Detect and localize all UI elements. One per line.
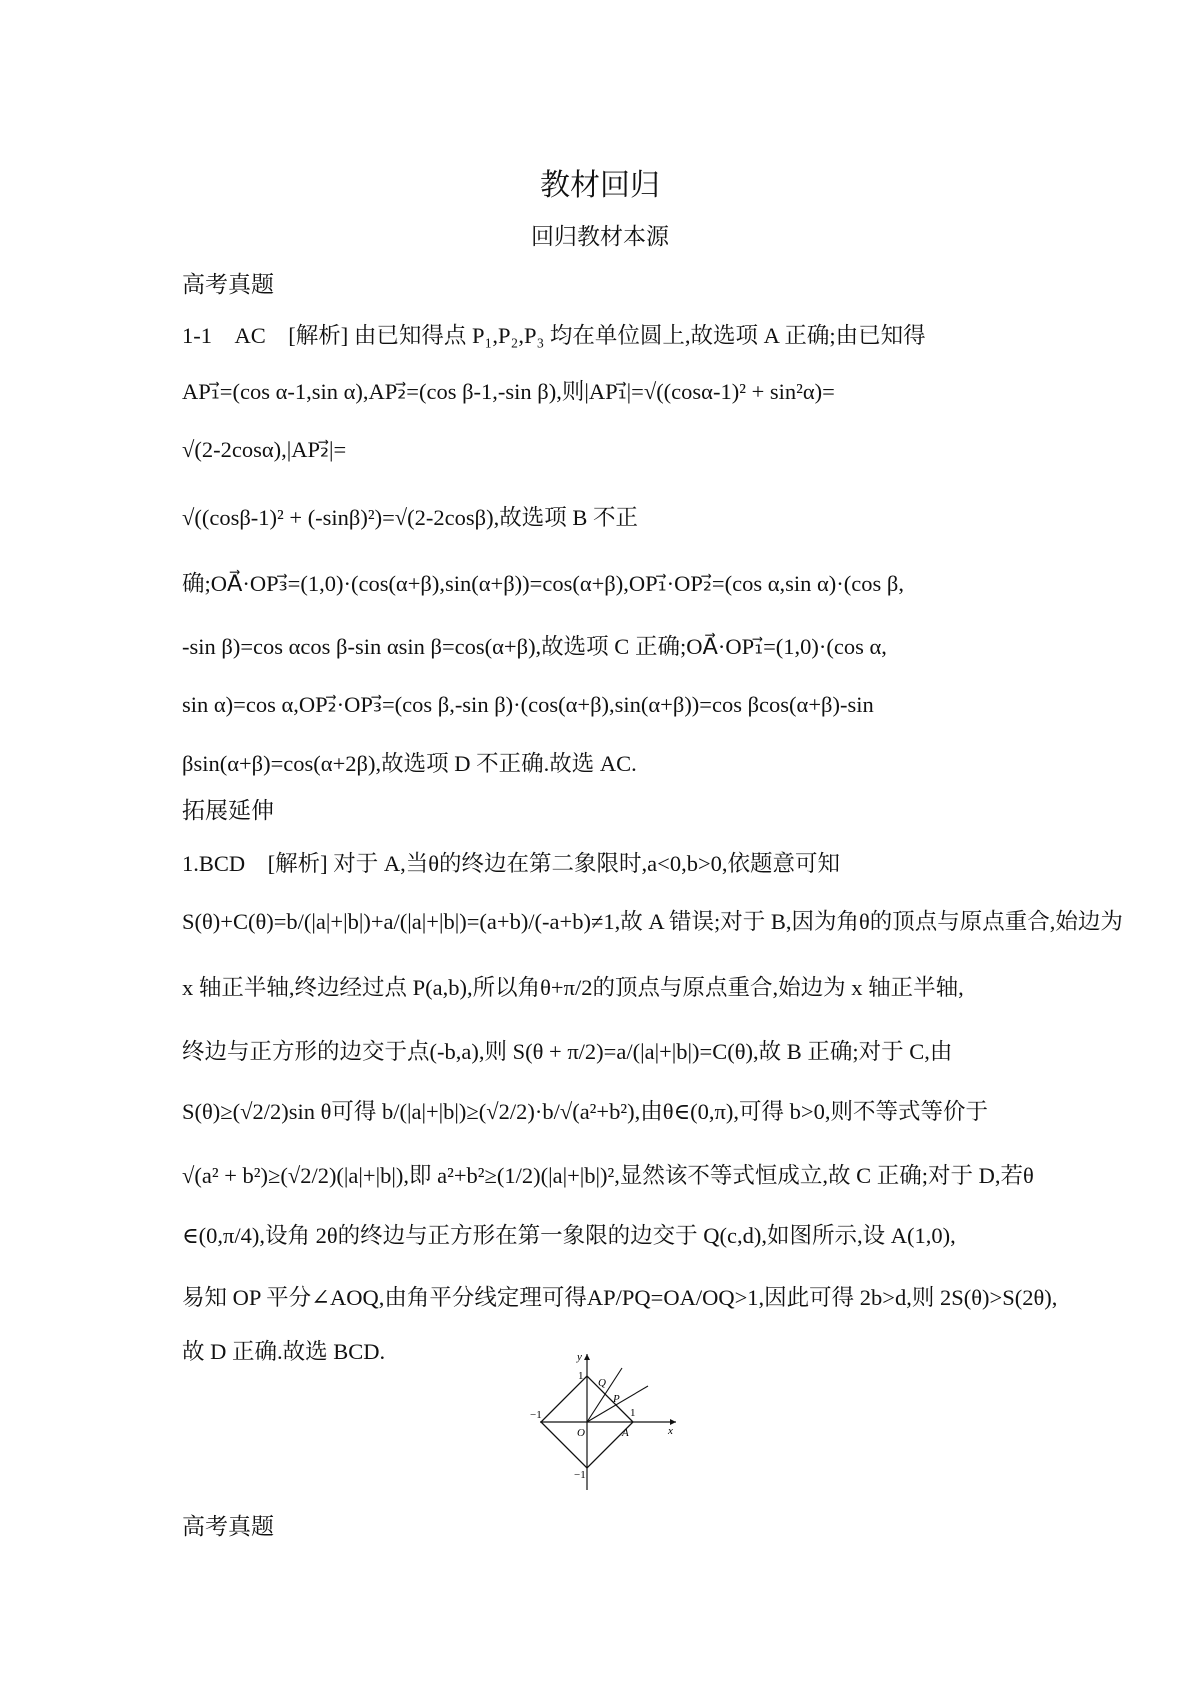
solution-line: -sin β)=cos αcos β-sin αsin β=cos(α+β),故选项 C 正确;OA⃗·OP₁⃗=(1,0)·(cos α, xyxy=(182,634,887,659)
solution-line: 故 D 正确.故选 BCD. xyxy=(182,1339,386,1364)
solution-line: 确;OA⃗·OP₃⃗=(1,0)·(cos(α+β),sin(α+β))=cos(α+β),OP₁⃗·OP₂⃗=(cos α,sin α)·(cos β, xyxy=(182,571,904,596)
label-one-top: 1 xyxy=(578,1370,584,1382)
solution-line: √((cosβ-1)² + (-sinβ)²)=√(2-2cosβ),故选项 B 不正 xyxy=(182,505,638,530)
section-heading-gaokao: 高考真题 xyxy=(182,272,274,297)
section-heading-extension: 拓展延伸 xyxy=(182,798,274,823)
label-x: x xyxy=(668,1425,673,1437)
solution-line: 易知 OP 平分∠AOQ,由角平分线定理可得AP/PQ=OA/OQ>1,因此可得 2b>d,则 2S(θ)>S(2θ), xyxy=(182,1285,1058,1310)
page-subtitle: 回归教材本源 xyxy=(531,224,669,249)
solution-line: S(θ)≥(√2/2)sin θ可得 b/(|a|+|b|)≥(√2/2)·b/√(a²+b²),由θ∈(0,π),可得 b>0,则不等式等价于 xyxy=(182,1099,988,1124)
solution-line: 终边与正方形的边交于点(-b,a),则 S(θ + π/2)=a/(|a|+|b|)=C(θ),故 B 正确;对于 C,由 xyxy=(182,1039,953,1064)
label-neg-one-bottom: −1 xyxy=(574,1469,586,1481)
solution-line: AP₁⃗=(cos α-1,sin α),AP₂⃗=(cos β-1,-sin β),则|AP₁⃗|=√((cosα-1)² + sin²α)= xyxy=(182,379,835,404)
label-neg-one-left: −1 xyxy=(530,1409,542,1421)
label-one-right: 1 xyxy=(630,1407,636,1419)
label-origin: O xyxy=(577,1427,585,1439)
y-axis-arrow-icon xyxy=(584,1354,590,1360)
solution-line: 1-1 AC [解析] 由已知得点 P₁,P₂,P₃ 均在单位圆上,故选项 A 正确;由已知得 xyxy=(182,323,926,348)
square-diagram xyxy=(530,1350,680,1500)
solution-line: x 轴正半轴,终边经过点 P(a,b),所以角θ+π/2的顶点与原点重合,始边为 x 轴正半轴, xyxy=(182,975,964,1000)
solution-line: βsin(α+β)=cos(α+2β),故选项 D 不正确.故选 AC. xyxy=(182,751,637,776)
solution-line: 1.BCD [解析] 对于 A,当θ的终边在第二象限时,a<0,b>0,依题意可知 xyxy=(182,851,841,876)
label-y: y xyxy=(577,1351,582,1363)
label-point-q: Q xyxy=(598,1377,606,1389)
solution-line: ∈(0,π/4),设角 2θ的终边与正方形在第一象限的边交于 Q(c,d),如图所示,设 A(1,0), xyxy=(182,1223,956,1248)
page-title: 教材回归 xyxy=(540,169,660,202)
solution-line: √(a² + b²)≥(√2/2)(|a|+|b|),即 a²+b²≥(1/2)(|a|+|b|)²,显然该不等式恒成立,故 C 正确;对于 D,若θ xyxy=(182,1163,1034,1188)
solution-line: sin α)=cos α,OP₂⃗·OP₃⃗=(cos β,-sin β)·(cos(α+β),sin(α+β))=cos βcos(α+β)-sin xyxy=(182,692,874,717)
section-heading-gaokao-2: 高考真题 xyxy=(182,1514,274,1539)
solution-line: S(θ)+C(θ)=b/(|a|+|b|)+a/(|a|+|b|)=(a+b)/(-a+b)≠1,故 A 错误;对于 B,因为角θ的顶点与原点重合,始边为 xyxy=(182,909,1123,934)
solution-line: √(2-2cosα),|AP₂⃗|= xyxy=(182,437,347,462)
label-point-a: A xyxy=(622,1427,629,1439)
label-point-p: P xyxy=(613,1393,620,1405)
